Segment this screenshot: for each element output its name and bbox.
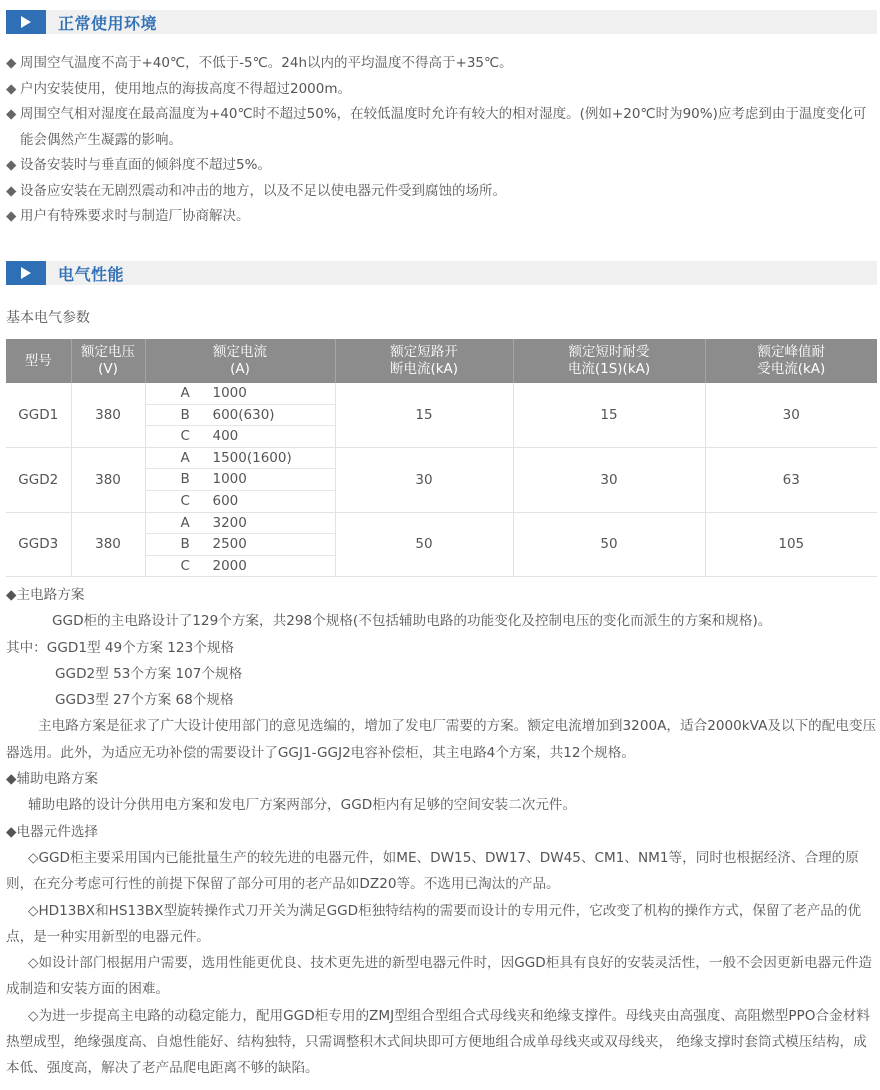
paragraph: ◇GGD柜主要采用国内已能批量生产的较先进的电器元件，如ME、DW15、DW17、DW45、CM1、NM1等，同时也根据经济、合理的原则，在充分考虑可行性的前提下保留了部分可用的老产品如DZ20等。不选用已淘汰的产品。: [6, 849, 859, 893]
table-row: [6, 383, 877, 447]
diamond-bullet-icon: ◆: [6, 157, 17, 173]
table-header-row: [6, 339, 877, 383]
cell-peak: 105: [705, 512, 877, 577]
paragraph: 主电路方案是征求了广大设计使用部门的意见选编的，增加了发电厂需要的方案。额定电流增加到3200A，适合2000kVA及以下的配电变压器选用。此外，为适应无功补偿的需要设计了GGJ1-GGJ2电容补偿柜，其主电路4个方案，共12个规格。: [6, 718, 877, 761]
cell-short-time: 15: [513, 383, 705, 447]
section-title: 电气性能: [58, 264, 125, 284]
diamond-bullet-icon: ◆: [6, 106, 17, 122]
paragraph: ◇为进一步提高主电路的动稳定能力，配用GGD柜专用的ZMJ型组合型组合式母线夹和绝缘支撑件。母线夹由高强度、高阻燃型PPO合金材料热塑成型，绝缘强度高、自熄性能好、结构独特，只需调整积木式间块即可方便地组合成单母线夹或双母线夹， 绝缘支撑时套筒式模压结构，成本低、强度高，解决了老产品爬电距离不够的缺陷。: [6, 1007, 870, 1077]
heading-components: ◆电器元件选择: [6, 823, 99, 840]
header-peak: 额定峰值耐 受电流(kA): [705, 339, 877, 383]
list-item: ◆ 户内安装使用，使用地点的海拔高度不得超过2000m。: [6, 77, 878, 103]
list-item: ◆ 周围空气相对湿度在最高温度为+40℃时不超过50%，在较低温度时允许有较大的相对湿度。(例如+20℃时为90%)应考虑到由于温度变化可能会偶然产生凝露的影响。: [6, 102, 878, 153]
list-item: ◆ 用户有特殊要求时与制造厂协商解决。: [6, 204, 878, 230]
paragraph: GGD柜的主电路设计了129个方案，共298个规格(不包括辅助电路的功能变化及控制电压的变化而派生的方案和规格)。: [52, 613, 772, 630]
header-breaking: 额定短路开 断电流(kA): [335, 339, 513, 383]
diamond-bullet-icon: ◆: [6, 55, 17, 71]
cell-model: GGD3: [6, 512, 71, 577]
cell-short-time: 50: [513, 512, 705, 577]
section-title: 正常使用环境: [58, 13, 158, 33]
cell-peak: 30: [705, 383, 877, 447]
cell-breaking: 30: [335, 447, 513, 512]
cell-short-time: 30: [513, 447, 705, 512]
cell-current: A 3200 B 2500 C 2000: [145, 512, 335, 577]
parameters-table: [6, 339, 877, 577]
paragraph: ◇如设计部门根据用户需要，选用性能更优良、技术更先进的新型电器元件时，因GGD柜具有良好的安装灵活性，一般不会因更新电器元件造成制造和安装方面的困难。: [6, 955, 873, 998]
environment-list: [6, 51, 878, 230]
paragraph: GGD2型 53个方案 107个规格: [55, 665, 243, 682]
section-header-environment: [6, 10, 877, 34]
heading-aux-circuit: ◆辅助电路方案: [6, 771, 99, 788]
list-item: ◆ 设备应安装在无剧烈震动和冲击的地方，以及不足以使电器元件受到腐蚀的场所。: [6, 179, 878, 205]
play-arrow-icon: [6, 10, 46, 34]
cell-breaking: 15: [335, 383, 513, 447]
cell-model: GGD1: [6, 383, 71, 447]
table-caption: 基本电气参数: [6, 310, 90, 326]
cell-peak: 63: [705, 447, 877, 512]
paragraph: GGD3型 27个方案 68个规格: [55, 692, 234, 709]
heading-main-circuit: ◆主电路方案: [6, 587, 85, 603]
paragraph: ◇HD13BX和HS13BX型旋转操作式刀开关为满足GGD柜独特结构的需要而设计的专用元件，它改变了机构的操作方式，保留了老产品的优点，是一种实用新型的电器元件。: [6, 902, 862, 945]
description-text: [6, 582, 878, 1082]
play-arrow-icon: [6, 261, 46, 285]
section-header-electrical: [6, 261, 877, 285]
list-item: ◆ 设备安装时与垂直面的倾斜度不超过5%。: [6, 153, 878, 179]
cell-model: GGD2: [6, 447, 71, 512]
cell-voltage: 380: [71, 383, 145, 447]
cell-current: A 1000 B 600(630) C 400: [145, 383, 335, 447]
header-voltage: 额定电压 (V): [71, 339, 145, 383]
header-model: 型号: [6, 339, 71, 383]
diamond-bullet-icon: ◆: [6, 182, 17, 199]
paragraph: 辅助电路的设计分供用电方案和发电厂方案两部分，GGD柜内有足够的空间安装二次元件。: [28, 797, 577, 814]
paragraph: 其中：GGD1型 49个方案 123个规格: [6, 639, 235, 656]
cell-current: A 1500(1600) B 1000 C 600: [145, 447, 335, 512]
diamond-bullet-icon: ◆: [6, 80, 17, 97]
cell-voltage: 380: [71, 447, 145, 512]
table-row: [6, 447, 877, 512]
header-short-time: 额定短时耐受 电流(1S)(kA): [513, 339, 705, 383]
table-row: [6, 512, 877, 577]
cell-voltage: 380: [71, 512, 145, 577]
cell-breaking: 50: [335, 512, 513, 577]
header-current: 额定电流 (A): [145, 339, 335, 383]
diamond-bullet-icon: ◆: [6, 208, 17, 224]
list-item: ◆ 周围空气温度不高于+40℃，不低于-5℃。24h以内的平均温度不得高于+35℃。: [6, 51, 878, 77]
